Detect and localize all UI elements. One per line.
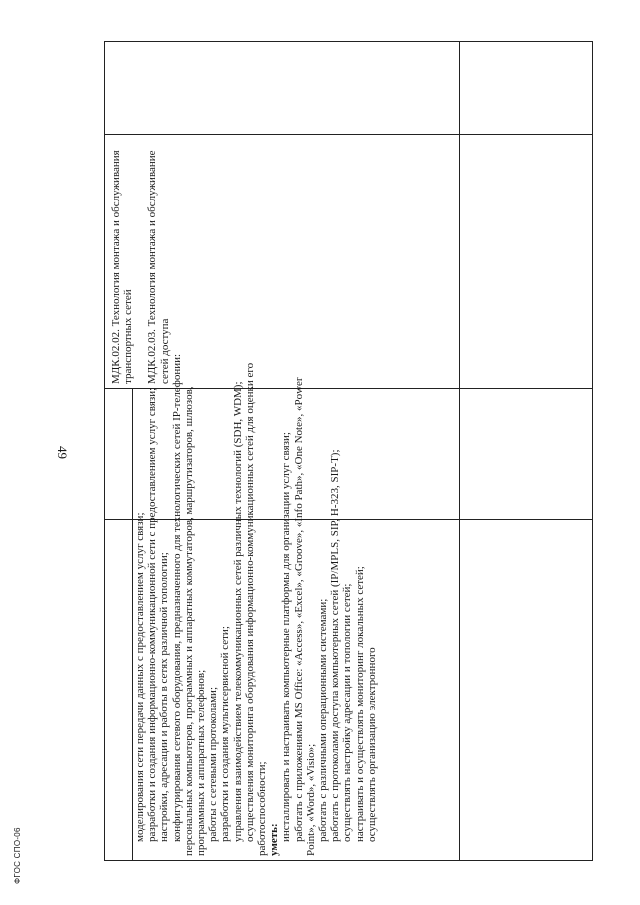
competency-item: конфигурирования сетевого оборудования, предназначенного для технологических сетей IP-телефонии: персональных компьютеров, программных и аппаратных коммутаторов, маршрутизаторов, шлюзов, программных и аппаратных телефонов;: [170, 353, 208, 856]
competency-item: разработки и создания мультисервисной сети;: [219, 626, 232, 842]
table-divider-1: [105, 134, 592, 135]
mdk-item-access: МДК.02.03. Технология монтажа и обслуживание сетей доступа: [146, 150, 171, 384]
section-heading: уметь:: [268, 823, 281, 856]
footer-code: ФГОС СПО-06: [13, 827, 22, 884]
competency-item: разработки и создания информационно-коммуникационной сети с предоставлением услуг связи;: [146, 387, 159, 842]
competency-item: осуществлять организацию электронного: [365, 647, 378, 842]
competency-item: осуществлять настройку адресации и топологии сетей;: [341, 583, 354, 842]
competency-item: настройки, адресации и работы в сетях различной топологии;: [158, 552, 171, 842]
mdk-cell: [110, 136, 220, 386]
competency-item: работать с приложениями MS Office: «Access», «Excel», «Groove», «Info Path», «One Note», «Power Point», «Word», «Visio»;: [292, 377, 317, 856]
mdk-item-transport: МДК.02.02. Технология монтажа и обслуживания транспортных сетей: [110, 150, 135, 384]
competency-item: настраивать и осуществлять мониторинг локальных сетей;: [353, 566, 366, 842]
competency-cell: [134, 348, 460, 858]
competency-item: моделирования сети передачи данных с предоставлением услуг связи;: [134, 512, 146, 842]
table-divider-4: [132, 388, 133, 860]
competency-item: работать с протоколами доступа компьютерных сетей (IP/MPLS, SIP, H-323, SIP-T);: [329, 449, 342, 842]
competency-item: осуществления мониторинга оборудования информационно-коммуникационных сетей для оценки его работоспособности;: [243, 362, 269, 856]
competency-item: работать с различными операционными системами;: [317, 598, 330, 842]
competency-item: работы с сетевыми протоколами;: [207, 686, 220, 842]
page-number: 49: [55, 446, 70, 459]
competency-item: инсталлировать и настраивать компьютерные платформы для организации услуг связи;: [280, 432, 293, 842]
competency-item: управления взаимодействием телекоммуникационных сетей различных технологий (SDH, WDM);: [231, 381, 244, 842]
